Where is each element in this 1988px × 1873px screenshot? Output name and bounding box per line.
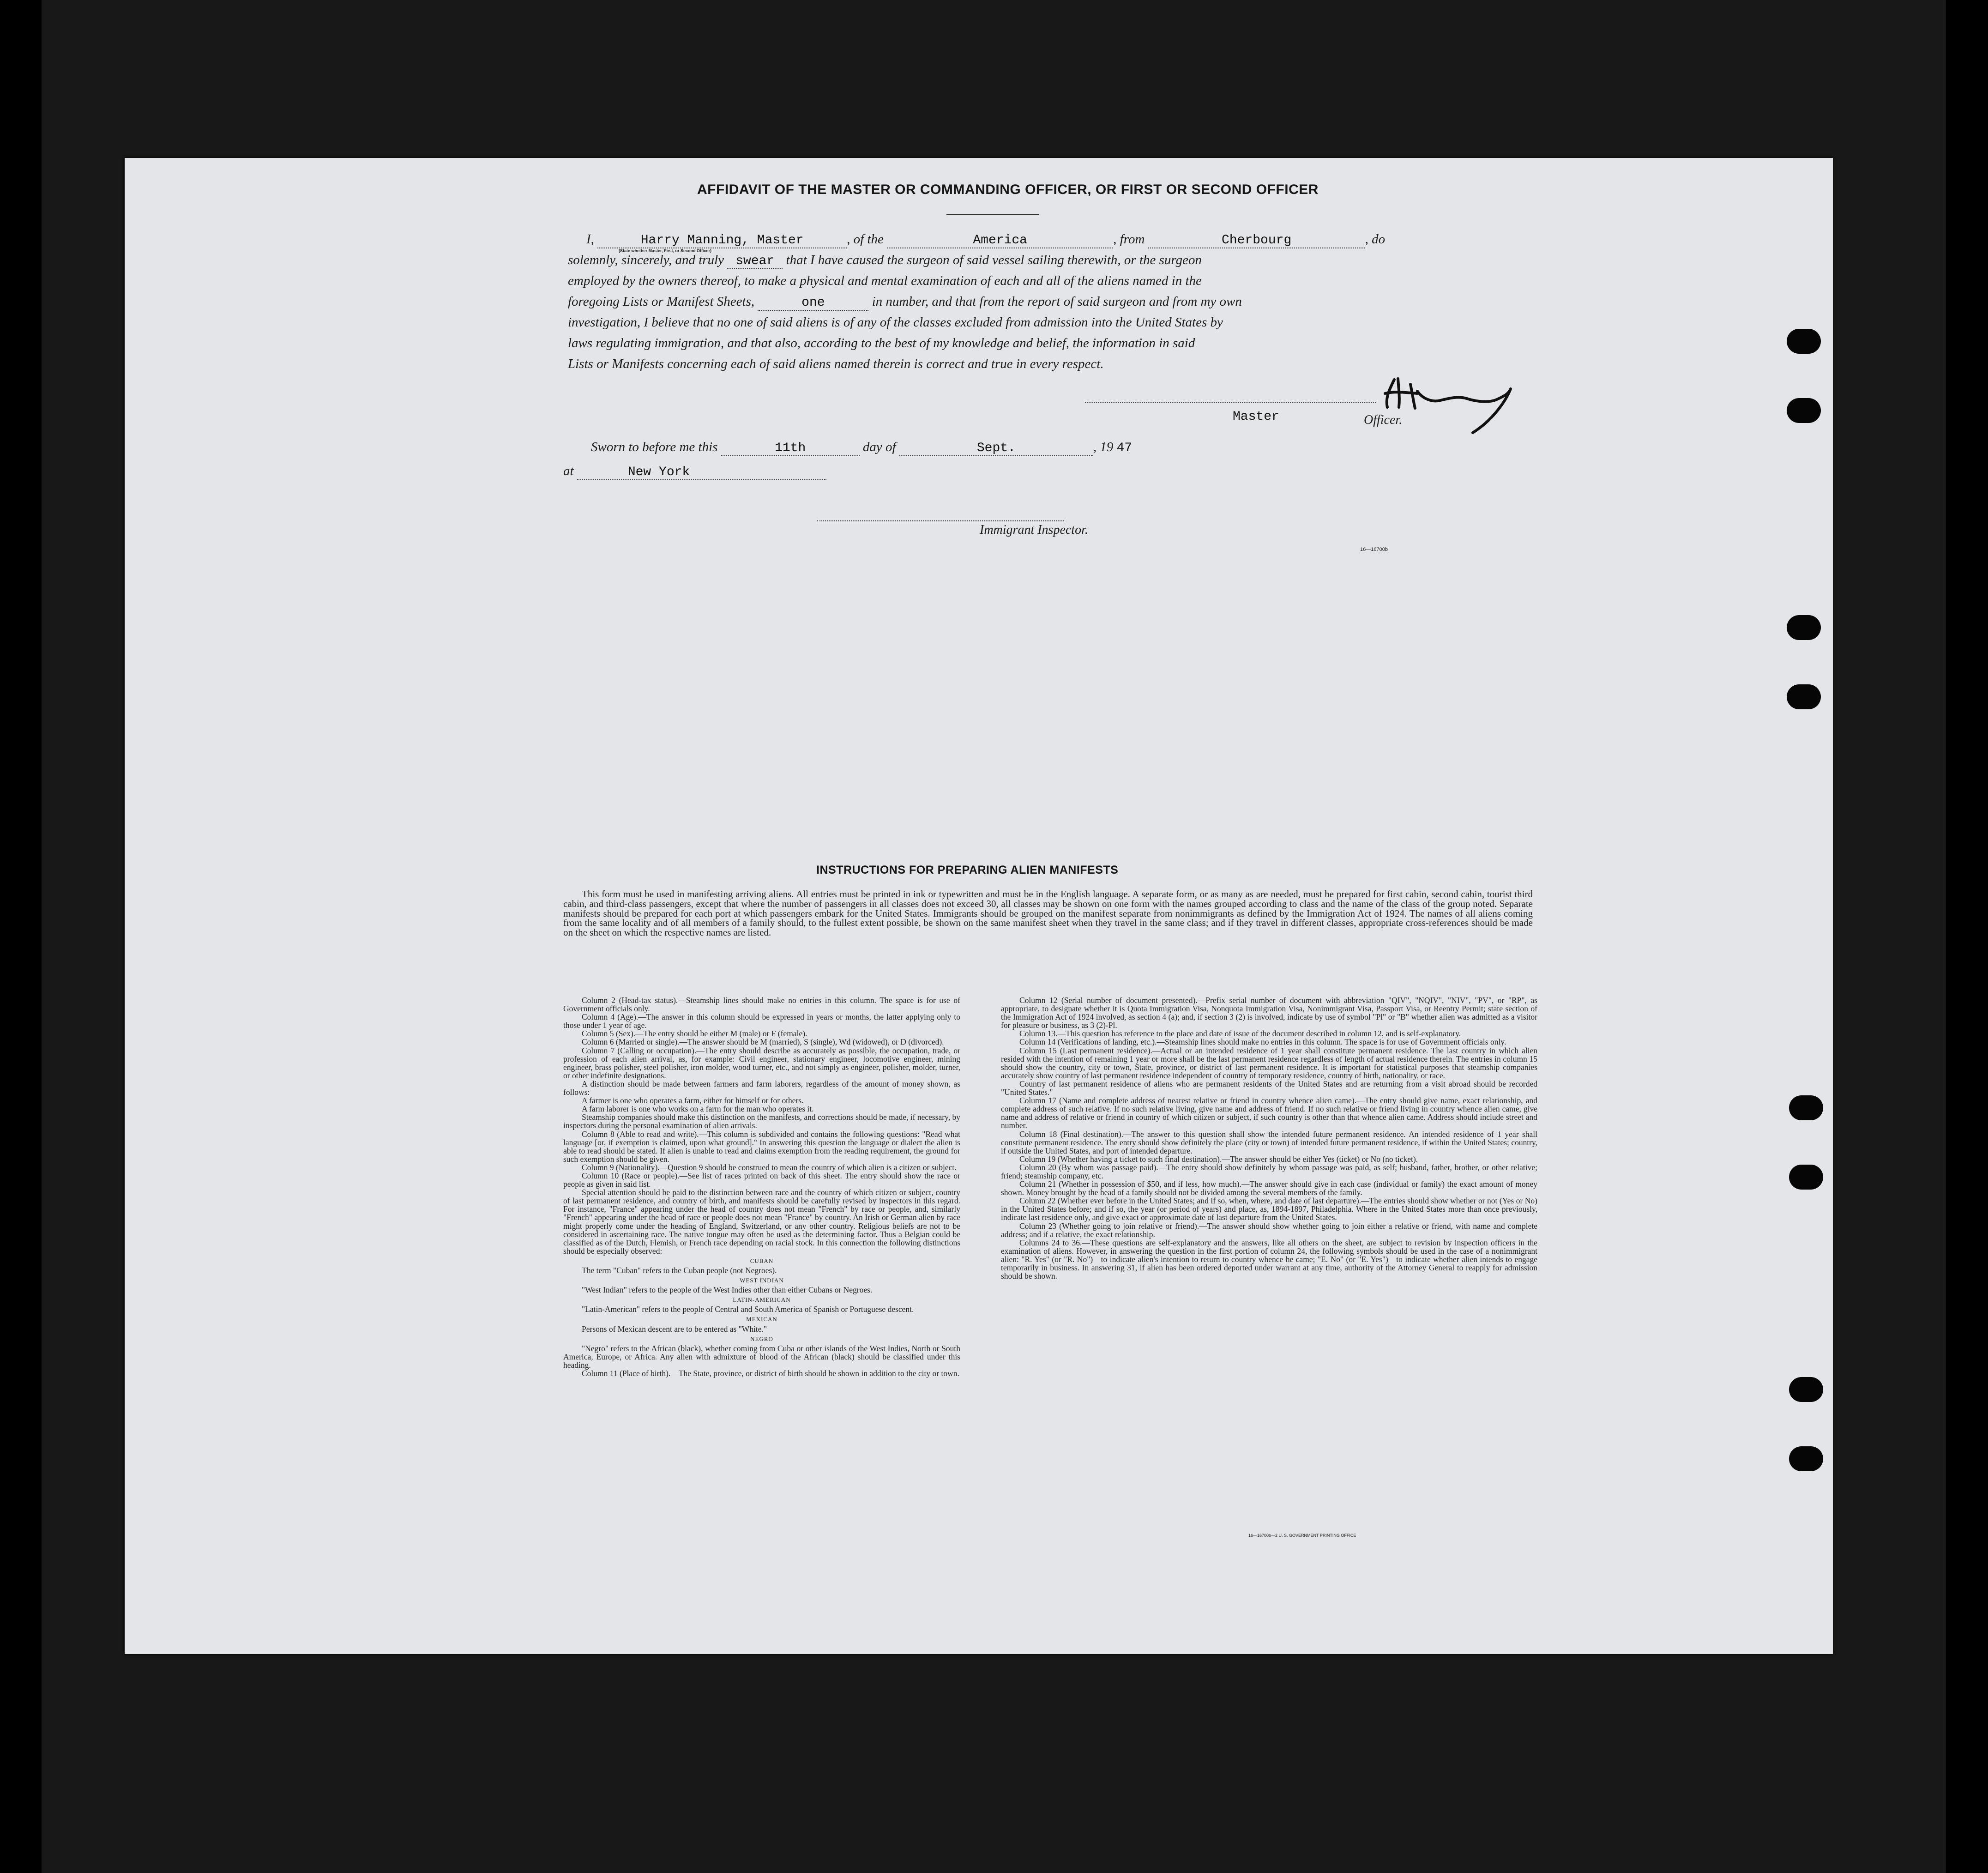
line1-of-the: , of the: [847, 232, 884, 247]
sworn-text-a: Sworn to before me this: [591, 440, 718, 454]
vessel-name-field: America: [887, 233, 1113, 248]
instruction-paragraph: Column 7 (Calling or occupation).—The entry should describe as accurately as possible, the occupation, trade, or profession of each alien arrival, as, for example: Civil engineer, stationary engineer, locomotive engineer, mining engineer, brass polisher, steel polisher, iron molder, wood turner, etc., and not simply as engineer, polisher, molder, turner, or other indefinite designations.: [563, 1045, 960, 1080]
instruction-paragraph: A farm laborer is one who works on a farm for the man who operates it.: [582, 1104, 814, 1114]
punch-hole: [1787, 615, 1821, 640]
instruction-paragraph: A farmer is one who operates a farm, either for himself or for others.: [582, 1096, 804, 1106]
punch-hole: [1787, 684, 1821, 709]
oath-field: swear: [727, 254, 783, 269]
punch-hole: [1787, 329, 1821, 354]
line2-text-a: solemnly, sincerely, and truly: [568, 253, 724, 267]
inspector-label: Immigrant Inspector.: [980, 523, 1088, 537]
sworn-at: at: [563, 464, 574, 478]
instructions-title: INSTRUCTIONS FOR PREPARING ALIEN MANIFESTS: [816, 864, 1119, 876]
line2-text-b: that I have caused the surgeon of said vessel sailing therewith, or the surgeon: [786, 253, 1202, 267]
affidavit-line-4: [568, 294, 1242, 311]
affidavit-line-5: investigation, I believe that no one of said aliens is of any of the classes excluded from admission into the United States by: [568, 315, 1223, 330]
affidavit-line-2: [568, 253, 1202, 269]
instructions-intro: [563, 889, 1533, 937]
instruction-paragraph: Column 20 (By whom was passage paid).—The entry should show definitely by whom passage was paid, as self; husband, father, brother, or other relative; friend; steamship company, etc.: [1001, 1162, 1537, 1180]
title-underline: [946, 214, 1039, 215]
definition-heading: LATIN-AMERICAN: [733, 1296, 791, 1304]
instruction-paragraph: Column 5 (Sex).—The entry should be either M (male) or F (female).: [582, 1029, 807, 1039]
sworn-place-field: New York: [577, 465, 826, 480]
form-number: 16—16700b: [1360, 547, 1388, 552]
affidavit-line-7: Lists or Manifests concerning each of said aliens named therein is correct and true in every respect.: [568, 356, 1104, 371]
affidavit-title: AFFIDAVIT OF THE MASTER OR COMMANDING OFFICER, OR FIRST OR SECOND OFFICER: [697, 182, 1319, 197]
instruction-paragraph: Column 11 (Place of birth).—The State, province, or district of birth should be shown in addition to the city or town.: [582, 1369, 959, 1378]
affidavit-line-1: [586, 232, 1385, 248]
instruction-paragraph: Column 2 (Head-tax status).—Steamship lines should make no entries in this column. The space is for use of Government officials only.: [563, 996, 960, 1014]
punch-hole: [1789, 1165, 1823, 1190]
signature-rank: Master: [1233, 410, 1279, 424]
instruction-paragraph: Columns 24 to 36.—These questions are self-explanatory and the answers, like all others on the sheet, are subject to revision by inspection officers in the examination of aliens. However, in answering the question in the first portion of column 24, the following symbols should be used in the case of a nonimmigrant alien: "R. Yes" (or "R. No")—to indicate alien's intention to return to country whence he came; "E. No" (or "E. Yes")—to indicate whether alien intends to engage temporarily in business. In answering 31, if alien has been ordered deported under warrant at any time, authority of the Attorney General to reapply for admission should be shown.: [1001, 1238, 1537, 1281]
line1-prefix: I,: [586, 232, 594, 247]
instruction-paragraph: Country of last permanent residence of aliens who are permanent residents of the United States and are returning from a visit abroad should be recorded "United States.": [1001, 1079, 1537, 1097]
instruction-paragraph: Special attention should be paid to the distinction between race and the country of which citizen or subject, country of last permanent residence, and country of birth, and manifests should be carefully revised by inspectors in this regard. For instance, "France" appearing under the head of country does not mean "French" by race or people, and, similarly "French" appearing under the head of race or people does not mean "France" by country. An Irish or German alien by race might properly come under the heading of England, Switzerland, or any other country. Religious beliefs are not to be considered in ascertaining race. The native tongue may often be used as the determining factor. Thus a Belgian could be classified as of the Dutch, Flemish, or French race depending on racial stock. In this connection the following distinctions should be especially observed:: [563, 1188, 960, 1256]
master-name-field: Harry Manning, Master: [597, 233, 847, 248]
affidavit-line-6: laws regulating immigration, and that also, according to the best of my knowledge and belief, the information in said: [568, 336, 1195, 350]
sworn-text-b: day of: [862, 440, 896, 454]
instruction-paragraph: Column 13.—This question has reference to the place and date of issue of the document described in column 12, and is self-explanatory.: [1019, 1029, 1461, 1039]
definition-heading: NEGRO: [750, 1335, 773, 1342]
definition-heading: CUBAN: [750, 1257, 774, 1264]
sheet-count-field: one: [758, 296, 868, 311]
scan-border-right: [1946, 0, 1988, 1873]
definition-heading: MEXICAN: [746, 1316, 777, 1323]
instructions-left-column: [563, 996, 960, 1378]
inspector-signature-line: [817, 520, 1064, 521]
instruction-paragraph: Column 6 (Married or single).—The answer should be M (married), S (single), Wd (widowed), or D (divorced).: [582, 1037, 944, 1047]
definition-heading: WEST INDIAN: [740, 1277, 784, 1284]
definition-text: "West Indian" refers to the people of the West Indies other than either Cubans or Negroes.: [582, 1285, 873, 1295]
punch-hole: [1789, 1446, 1823, 1471]
instruction-paragraph: Column 14 (Verifications of landing, etc.).—Steamship lines should make no entries in this column. The space is for use of Government officials only.: [1019, 1037, 1506, 1047]
line4-text-a: foregoing Lists or Manifest Sheets,: [568, 294, 755, 309]
departure-port-field: Cherbourg: [1148, 233, 1365, 248]
instruction-paragraph: Column 18 (Final destination).—The answer to this question shall show the intended future permanent residence. An intended residence of 1 year shall constitute permanent residence. The entry should show definitely the place (city or town) of intended future permanent residence, if within the United States; country, if outside the United States, and port of intended departure.: [1001, 1129, 1537, 1155]
sworn-month-field: Sept.: [899, 441, 1093, 456]
line1-from: , from: [1113, 232, 1145, 247]
instruction-paragraph: Steamship companies should make this distinction on the manifests, and corrections should be made, if necessary, by inspectors during the personal examination of alien arrivals.: [563, 1112, 960, 1130]
sworn-place-line: [563, 464, 826, 480]
definition-text: The term "Cuban" refers to the Cuban people (not Negroes).: [582, 1266, 777, 1275]
manifest-page: [125, 158, 1833, 1654]
instruction-paragraph: Column 21 (Whether in possession of $50, and if less, how much).—The answer should give in each case (individual or family) the exact amount of money shown. Money brought by the head of a family should not be divided among the several members of the family.: [1001, 1179, 1537, 1197]
instruction-paragraph: Column 4 (Age).—The answer in this column should be expressed in years or months, the latter applying only to those under 1 year of age.: [563, 1012, 960, 1030]
instruction-paragraph: Column 12 (Serial number of document presented).—Prefix serial number of document with abbreviation "QIV", "NQIV", "NIV", "PV", or "RP", as appropriate, to designate whether it is Quota Immigration Visa, Nonquota Immigration Visa, Nonimmigrant Visa, Passport Visa, or Reentry Permit; state section of the Immigration Act of 1924 involved, as section 4 (a); and, if section 3 (2) is involved, indicate by use of symbol "Pl" or "B" whether alien was admitted as a visitor for pleasure or business, as 3 (2)-Pl.: [1001, 996, 1537, 1030]
affidavit-line-3: employed by the owners thereof, to make a physical and mental examination of each and all of the aliens named in the: [568, 273, 1202, 288]
intro-paragraph: This form must be used in manifesting arriving aliens. All entries must be printed in ink or typewritten and must be in the English language. A separate form, or as many as are needed, must be prepared for first cabin, second cabin, tourist third cabin, and third-class passengers, except that where the number of passengers in all classes does not exceed 30, all classes may be shown on one form with the names grouped according to class and the name of the class of the group noted. Separate manifests should be prepared for each port at which passengers embark for the United States. Immigrants should be grouped on the manifest separate from nonimmigrants as defined by the Immigration Act of 1924. The names of all aliens coming from the same locality and of all members of a family should, to the fullest extent possible, be shown on the same manifest sheet when they travel in the same class; and if they travel in different classes, appropriate cross-references should be made on the sheet on which the respective names are listed.: [563, 888, 1533, 938]
punch-hole: [1789, 1095, 1823, 1120]
sworn-day-field: 11th: [721, 441, 860, 456]
instruction-paragraph: Column 9 (Nationality).—Question 9 should be construed to mean the country of which alien is a citizen or subject.: [582, 1162, 957, 1172]
instruction-paragraph: Column 17 (Name and complete address of nearest relative or friend in country whence alien came).—The entry should give name, exact relationship, and complete address of such relative. If no such relative living, give name and address of friend. If no such relative or friend living in country whence alien came, give name and address of relative or friend in country of which citizen or subject, if such country is other than that whence alien came. Address should include street and number.: [1001, 1096, 1537, 1130]
scan-border-left: [0, 0, 42, 1873]
definition-text: "Negro" refers to the African (black), whether coming from Cuba or other islands of the West Indies, North or South America, Europe, or Africa. Any alien with admixture of blood of the African (black) should be classified under this heading.: [563, 1343, 960, 1370]
footer-code: 16—16700b—2 U. S. GOVERNMENT PRINTING OFFICE: [1248, 1533, 1356, 1538]
sworn-line: [591, 440, 1132, 456]
instruction-paragraph: Column 19 (Whether having a ticket to such final destination).—The answer should be either Yes (ticket) or No (no ticket).: [1019, 1154, 1418, 1164]
sworn-year-field: 47: [1116, 441, 1133, 455]
instruction-paragraph: Column 15 (Last permanent residence).—Actual or an intended residence of 1 year shall constitute permanent residence. The last country in which alien resided with the intention of remaining 1 year or more shall be the last permanent residence regardless of length of actual residence therein. The entries in column 15 should show the country, city or town, State, province, or district of last permanent residence. It is important for statistical purposes that steamship companies accurately show country of last permanent residence independent of country of temporary residence, country of birth, nationality, or race.: [1001, 1045, 1537, 1080]
line1-do: , do: [1365, 232, 1386, 247]
definition-text: Persons of Mexican descent are to be entered as "White.": [582, 1324, 767, 1334]
line4-text-b: in number, and that from the report of said surgeon and from my own: [872, 294, 1242, 309]
definition-text: "Latin-American" refers to the people of Central and South America of Spanish or Portuguese descent.: [582, 1305, 914, 1314]
instruction-paragraph: Column 8 (Able to read and write).—This column is subdivided and contains the following questions: "Read what language [or, if exemption is claimed, upon what ground]." In answering this question the language or dialect the alien is able to read should be stated. If alien is unable to read and claims exemption from the reading requirement, the ground for such exemption should be given.: [563, 1129, 960, 1164]
instruction-paragraph: Column 23 (Whether going to join relative or friend).—The answer should show whether going to join either a relative or friend, with name and complete address; and if a relative, the exact relationship.: [1001, 1221, 1537, 1239]
sworn-year-prefix: , 19: [1093, 440, 1114, 454]
signature-line: [1085, 402, 1376, 403]
punch-hole: [1787, 398, 1821, 423]
instruction-paragraph: Column 10 (Race or people).—See list of races printed on back of this sheet. The entry should show the race or people as given in said list.: [563, 1171, 960, 1189]
punch-hole: [1789, 1377, 1823, 1402]
instruction-paragraph: A distinction should be made between farmers and farm laborers, regardless of the amount of money shown, as follows:: [563, 1079, 960, 1097]
rank-note: (State whether Master, First, or Second Officer): [619, 248, 712, 253]
instruction-paragraph: Column 22 (Whether ever before in the United States; and if so, when, where, and date of last departure).—The entries should show whether or not (Yes or No) in the United States before; and if so, the year (or period of years) and place, as, 1894-1897, Philadelphia. Where in the United States more than once previously, indicate last residence only, and give exact or approximate date of last departure from the United States.: [1001, 1196, 1537, 1222]
officer-label: Officer.: [1364, 413, 1403, 427]
instructions-right-column: [1001, 996, 1537, 1280]
